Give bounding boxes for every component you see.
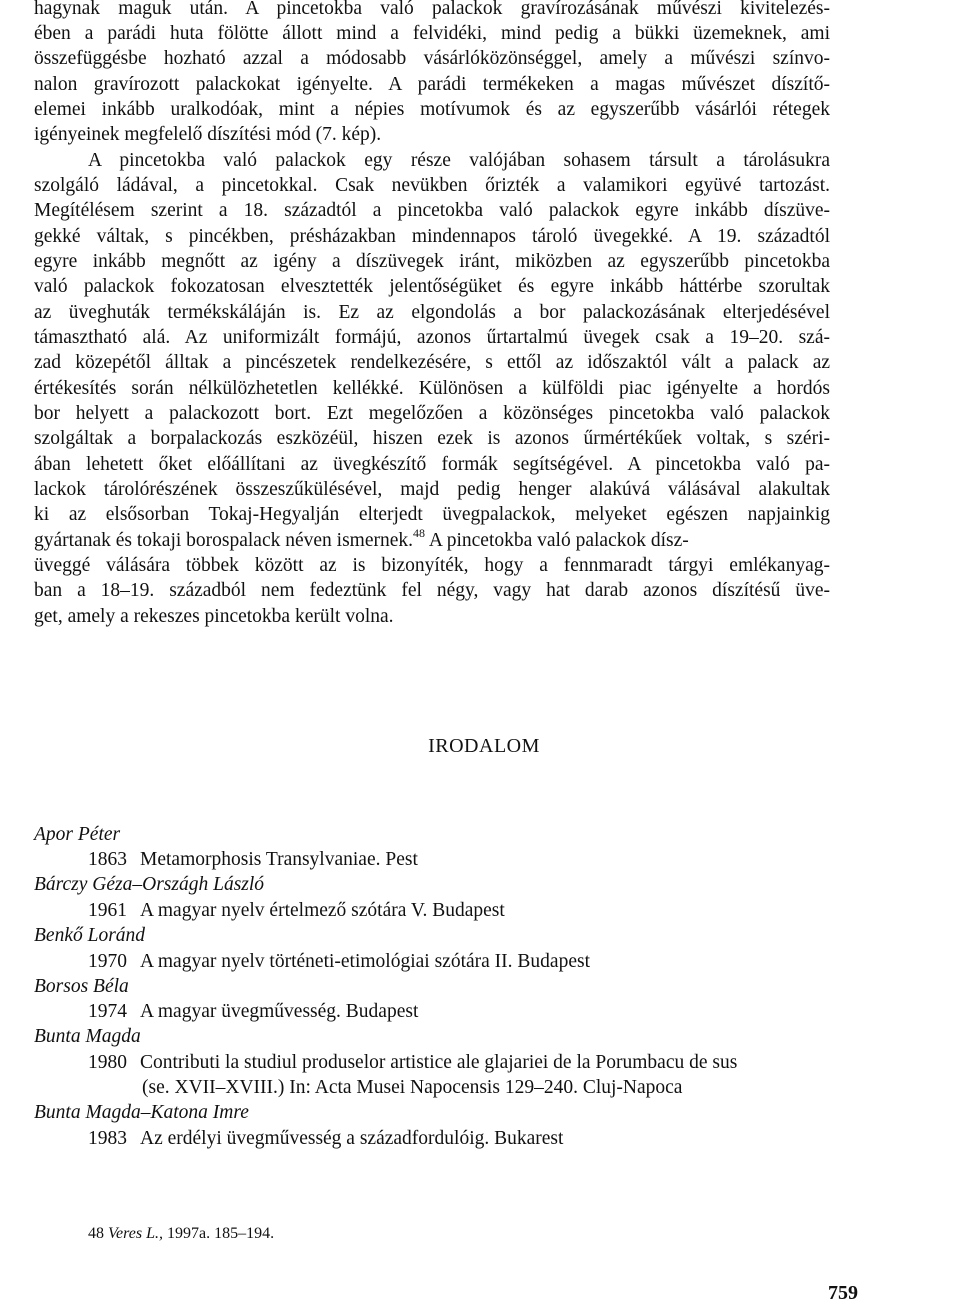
body-line: zad közepétől álltak a pincészetek rendelkezésére, s ettől az időszaktól vált a palack az [34, 352, 830, 373]
body-line: ében a parádi huta fölötte állott mind a felvidéki, mind pedig a bükki üzemeknek, ami [34, 23, 830, 44]
bib-entry [88, 1127, 563, 1151]
body-line-text: gyártanak és tokaji borospalack néven ismernek. [34, 530, 414, 551]
body-line-text: A pincetokba való palackok dísz- [425, 530, 689, 551]
bib-author: Bunta Magda [34, 1026, 141, 1047]
bib-year: 1970 [88, 951, 127, 972]
footnote-text: 1997a. 185–194. [166, 1225, 275, 1242]
bib-title: Az erdélyi üvegművesség a századfordulóig. Bukarest [140, 1128, 564, 1149]
body-line: értékesítés során nélkülözhetetlen kellékké. Különösen a külföldi piac igényelte a hordós [34, 378, 830, 399]
bib-entry [88, 848, 418, 872]
body-line: az üveghuták termékskáláján is. Ez az elgondolás a bor palackozásának elterjedésével [34, 302, 830, 323]
body-line: összefüggésbe hozható azzal a módosabb vásárlóközönséggel, amely a művészi színvo- [34, 48, 830, 69]
body-line: elemei inkább uralkodóak, mint a népies motívumok és az egyszerűbb vásárlói rétegek [34, 99, 830, 120]
body-line-with-footnote [34, 525, 830, 553]
body-line: Megítélésem szerint a 18. századtól a pincetokba való palackok egyre inkább díszüve- [34, 200, 830, 221]
bib-year: 1974 [88, 1001, 127, 1022]
bib-title: Metamorphosis Transylvaniae. Pest [140, 849, 418, 870]
bib-year: 1863 [88, 849, 127, 870]
body-line: ki az elsősorban Tokaj-Hegyalján elterjedt üvegpalackok, melyeket egészen napjainkig [34, 504, 830, 525]
body-line: gekké váltak, s pincékben, présházakban mindennapos tároló üvegekké. A 19. századtól [34, 226, 830, 247]
bib-year: 1980 [88, 1052, 127, 1073]
bib-entry [88, 950, 590, 974]
bib-title: Contributi la studiul produselor artistice ale glajariei de la Porumbacu de sus [140, 1052, 738, 1073]
body-line: ában lehetett őket előállítani az üvegkészítő formák segítségével. A pincetokba való pa- [34, 454, 830, 475]
body-line: támasztható alá. Az uniformizált formájú, azonos űrtartalmú üvegek csak a 19–20. szá- [34, 327, 830, 348]
bib-entry-continuation: (se. XVII–XVIII.) In: Acta Musei Napocensis 129–240. Cluj-Napoca [142, 1077, 683, 1098]
bib-title: A magyar nyelv értelmező szótára V. Budapest [140, 900, 505, 921]
body-line: hagynak maguk után. A pincetokba való palackok gravírozásának művészi kivitelezés- [34, 0, 830, 19]
body-line: nalon gravírozott palackokat igényelte. A parádi termékeken a magas művészet díszítő- [34, 74, 830, 95]
section-heading: IRODALOM [428, 735, 540, 757]
bib-title: A magyar üvegművesség. Budapest [140, 1001, 419, 1022]
bib-author: Benkő Loránd [34, 925, 146, 946]
paragraph-first-line: A pincetokba való palackok egy része valójában sohasem társult a tárolásukra [88, 150, 830, 171]
body-line: lackok tárolórészének összeszűkülésével, majd pedig henger alakúvá válásával alakultak [34, 479, 830, 500]
footnote [88, 1224, 274, 1244]
bib-entry [88, 899, 505, 923]
page-number: 759 [828, 1282, 858, 1304]
body-line: igényeinek megfelelő díszítési mód (7. kép). [34, 124, 382, 145]
body-line: bor helyett a palackozott bort. Ezt megelőzően a közönséges pincetokba való palackok [34, 403, 830, 424]
body-line: szolgáló ládával, a pincetokkal. Csak nevükben őrizték a valamikori együvé tartozást. [34, 175, 830, 196]
bib-author: Apor Péter [34, 824, 121, 845]
bib-author: Borsos Béla [34, 976, 129, 997]
bib-title: A magyar nyelv történeti-etimológiai szótára II. Budapest [140, 951, 590, 972]
body-line: ban a 18–19. századból nem fedeztünk fel négy, vagy hat darab azonos díszítésű üve- [34, 580, 830, 601]
footnote-number: 48 [88, 1225, 104, 1242]
bib-entry [88, 1000, 418, 1024]
body-line: get, amely a rekeszes pincetokba került volna. [34, 606, 394, 627]
bib-author: Bárczy Géza–Országh László [34, 874, 265, 895]
body-line: szolgáltak a borpalackozás eszközéül, hiszen ezek is azonos űrmértékűek voltak, s széri- [34, 428, 830, 449]
footnote-reference: 48 [413, 525, 426, 540]
body-line: való palackok fokozatosan elvesztették jelentőségüket és egyre inkább háttérbe szorultak [34, 276, 830, 297]
bib-year: 1961 [88, 900, 127, 921]
bib-author: Bunta Magda–Katona Imre [34, 1102, 249, 1123]
bib-year: 1983 [88, 1128, 127, 1149]
footnote-author: Veres L., [108, 1225, 163, 1242]
bib-entry [88, 1051, 737, 1075]
body-line: egyre inkább megnőtt az igény a díszüvegek iránt, miközben az egyszerűbb pincetokba [34, 251, 830, 272]
body-line: üveggé válására többek között az is bizonyíték, hogy a fennmaradt tárgyi emlékanyag- [34, 555, 830, 576]
